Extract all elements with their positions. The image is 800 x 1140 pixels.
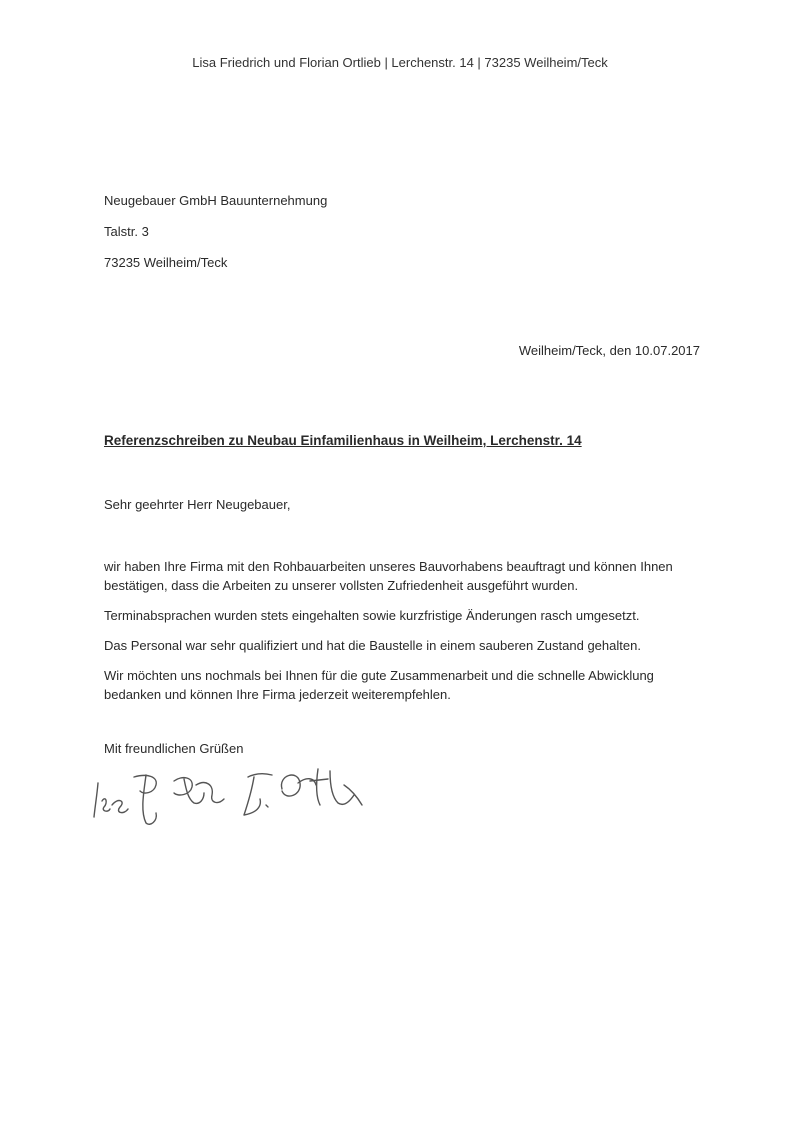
recipient-address-block <box>104 193 327 286</box>
letter-date: Weilheim/Teck, den 10.07.2017 <box>518 343 700 358</box>
letter-body <box>104 557 704 715</box>
handwritten-signature-icon <box>88 755 378 835</box>
body-paragraph: wir haben Ihre Firma mit den Rohbauarbeiten unseres Bauvorhabens beauftragt und können Ihnen bestätigen, dass die Arbeiten zu unserer vollsten Zufriedenheit ausgeführt wurden. <box>104 559 673 593</box>
recipient-name: Neugebauer GmbH Bauunternehmung <box>104 193 328 208</box>
letter-subject: Referenzschreiben zu Neubau Einfamilienhaus in Weilheim, Lerchenstr. 14 <box>104 433 582 448</box>
sender-address-line: Lisa Friedrich und Florian Ortlieb | Lerchenstr. 14 | 73235 Weilheim/Teck <box>192 55 608 70</box>
letter-closing: Mit freundlichen Grüßen <box>104 741 244 756</box>
letter-salutation: Sehr geehrter Herr Neugebauer, <box>104 497 291 512</box>
body-paragraph: Terminabsprachen wurden stets eingehalten sowie kurzfristige Änderungen rasch umgesetzt. <box>104 608 640 623</box>
recipient-street: Talstr. 3 <box>104 224 149 239</box>
body-paragraph: Das Personal war sehr qualifiziert und hat die Baustelle in einem sauberen Zustand gehalten. <box>104 638 641 653</box>
body-paragraph: Wir möchten uns nochmals bei Ihnen für die gute Zusammenarbeit und die schnelle Abwicklung bedanken und können Ihre Firma jederzeit weiterempfehlen. <box>104 668 654 702</box>
recipient-city: 73235 Weilheim/Teck <box>104 255 228 270</box>
